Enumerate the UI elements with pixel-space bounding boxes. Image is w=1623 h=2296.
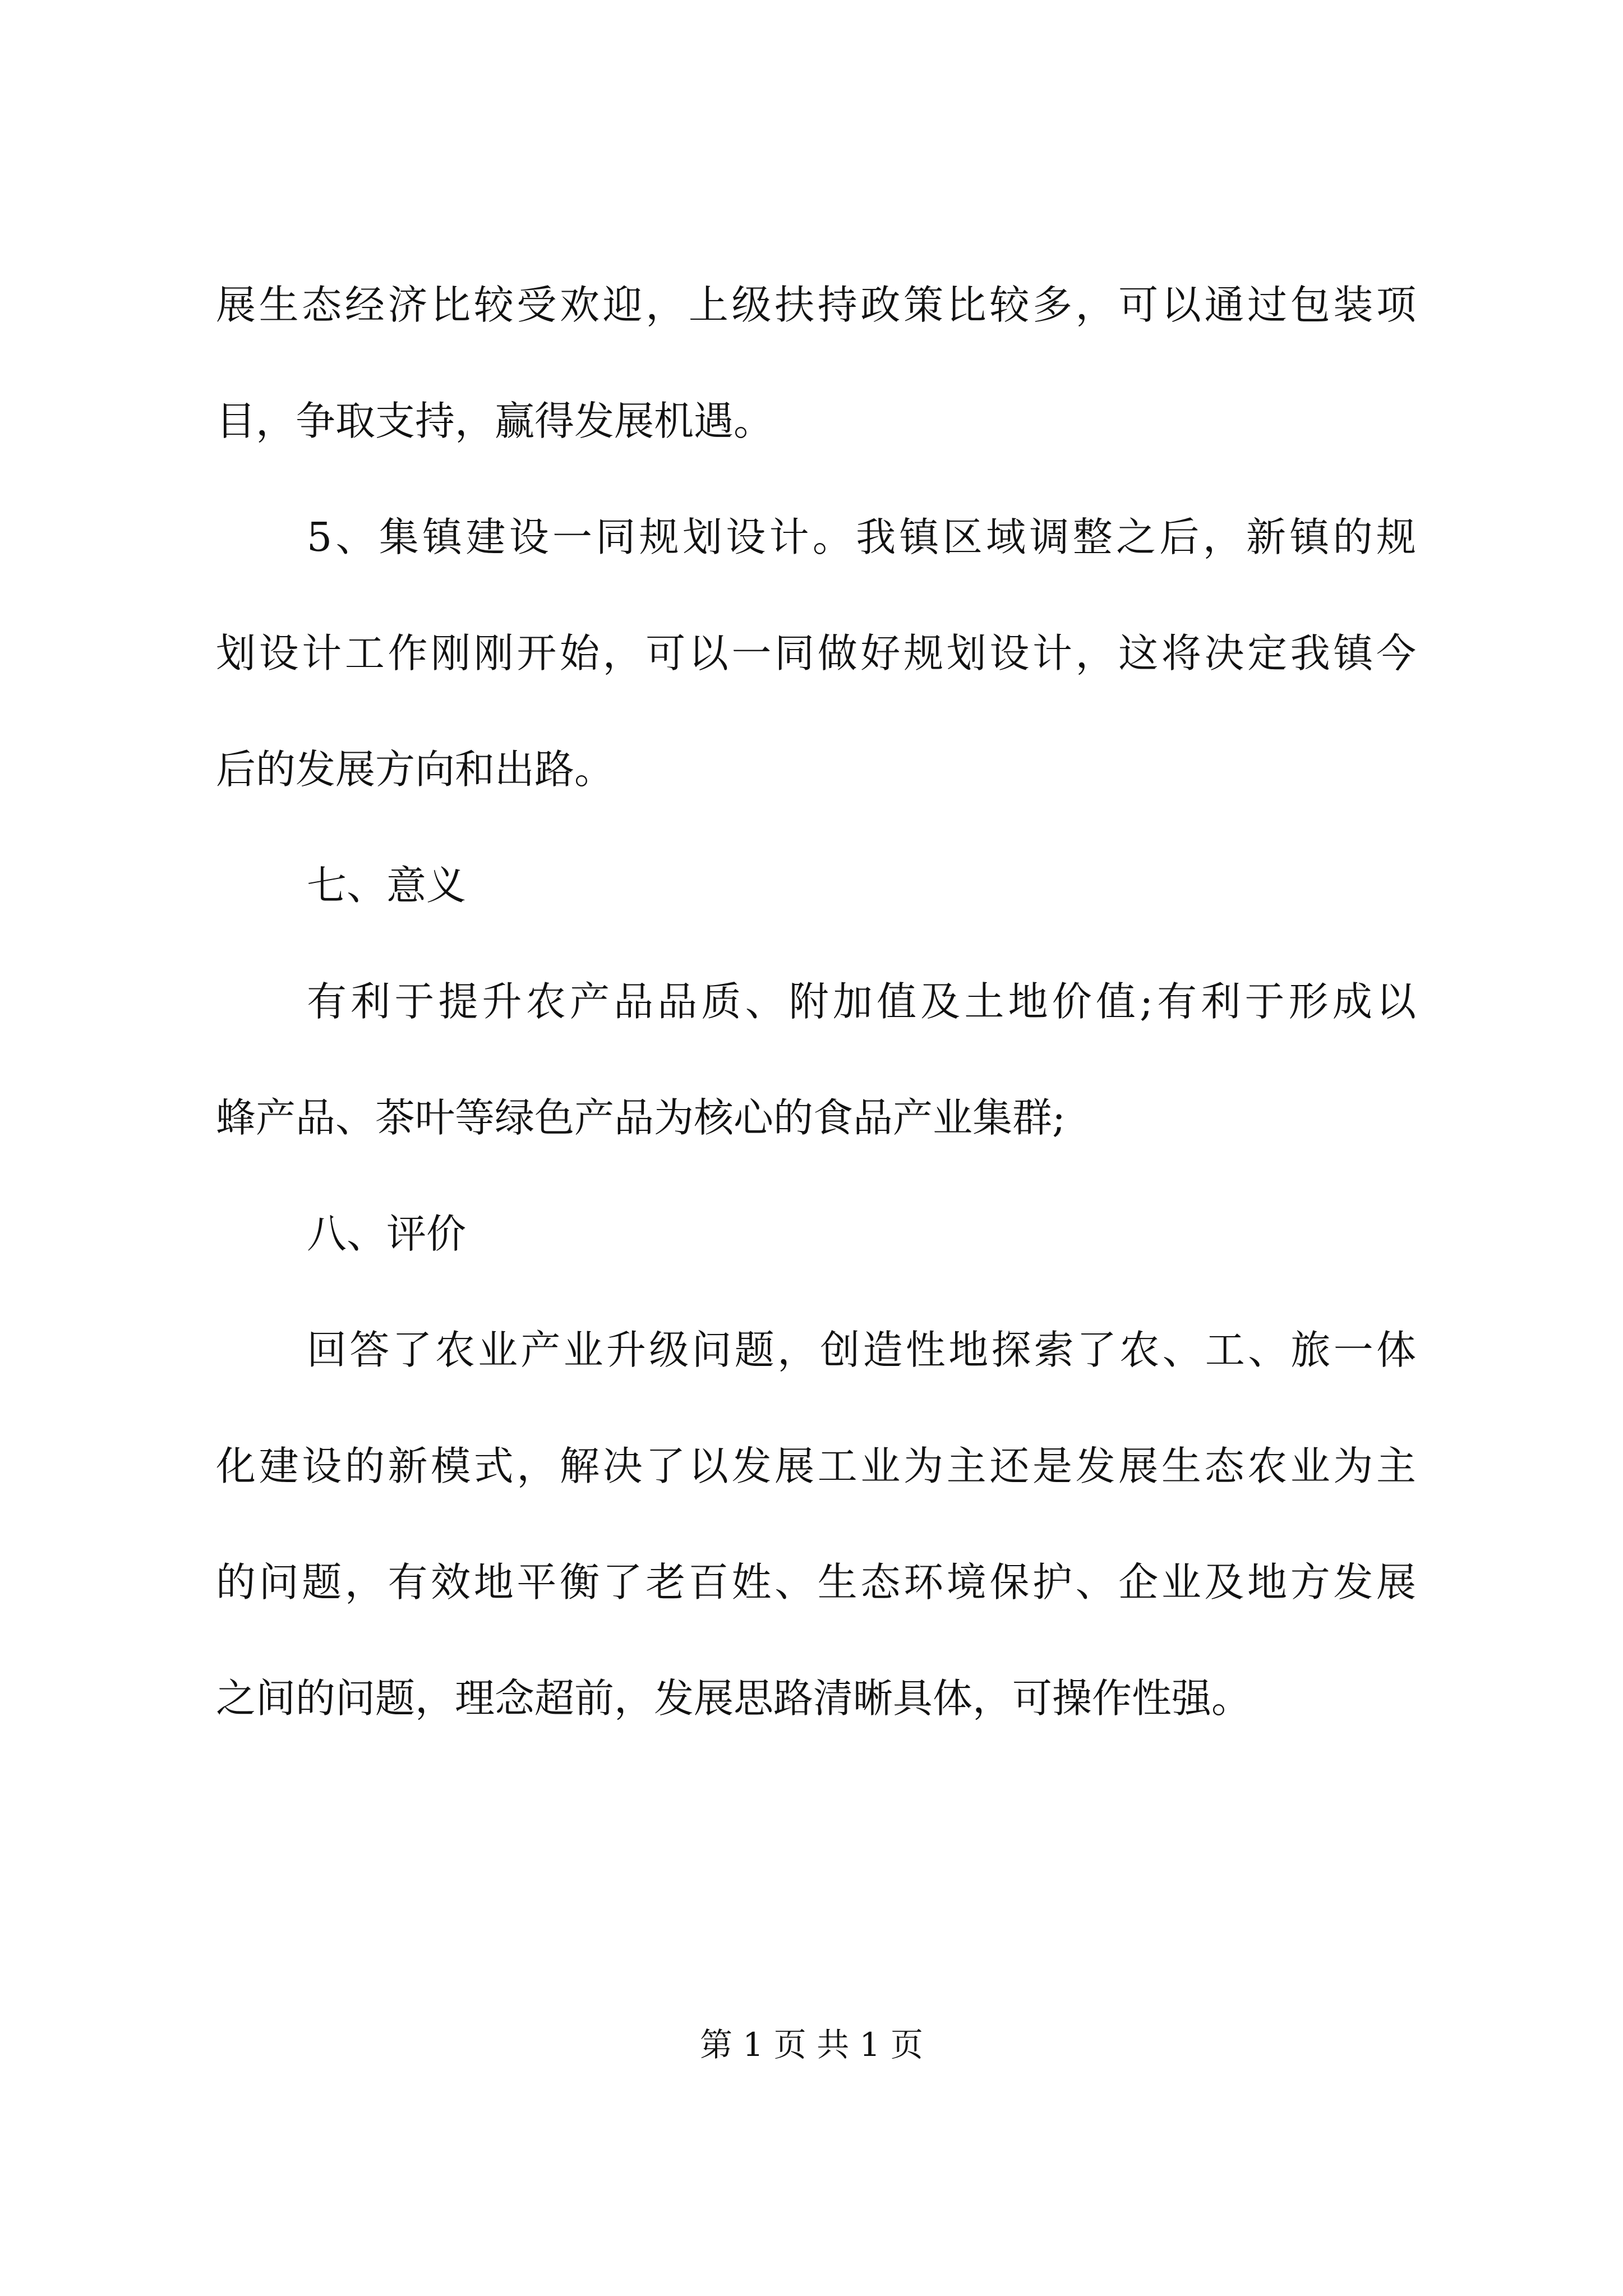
section-heading: 八、评价 <box>307 1211 467 1257</box>
text-line: 划设计工作刚刚开始，可以一同做好规划设计，这将决定我镇今 <box>216 630 1416 677</box>
text-line: 展生态经济比较受欢迎，上级扶持政策比较多，可以通过包装项 <box>216 282 1416 328</box>
paragraph-first-line: 回答了农业产业升级问题，创造性地探索了农、工、旅一体 <box>307 1327 1416 1373</box>
text-line: 后的发展方向和出路。 <box>216 746 615 793</box>
paragraph-first-line: 5、集镇建设一同规划设计。我镇区域调整之后，新镇的规 <box>307 514 1416 560</box>
text-line: 化建设的新模式，解决了以发展工业为主还是发展生态农业为主 <box>216 1443 1416 1489</box>
document-body <box>216 247 1416 1756</box>
text-line: 之间的问题，理念超前，发展思路清晰具体，可操作性强。 <box>216 1675 1252 1722</box>
paragraph-first-line: 有利于提升农产品品质、附加值及土地价值;有利于形成以 <box>307 978 1416 1025</box>
text-line: 蜂产品、茶叶等绿色产品为核心的食品产业集群; <box>216 1094 1066 1141</box>
text-line: 目，争取支持，赢得发展机遇。 <box>216 398 774 444</box>
text-line: 的问题，有效地平衡了老百姓、生态环境保护、企业及地方发展 <box>216 1559 1416 1605</box>
section-heading: 七、意义 <box>307 862 467 909</box>
page-number-footer: 第 1 页 共 1 页 <box>700 2026 923 2064</box>
